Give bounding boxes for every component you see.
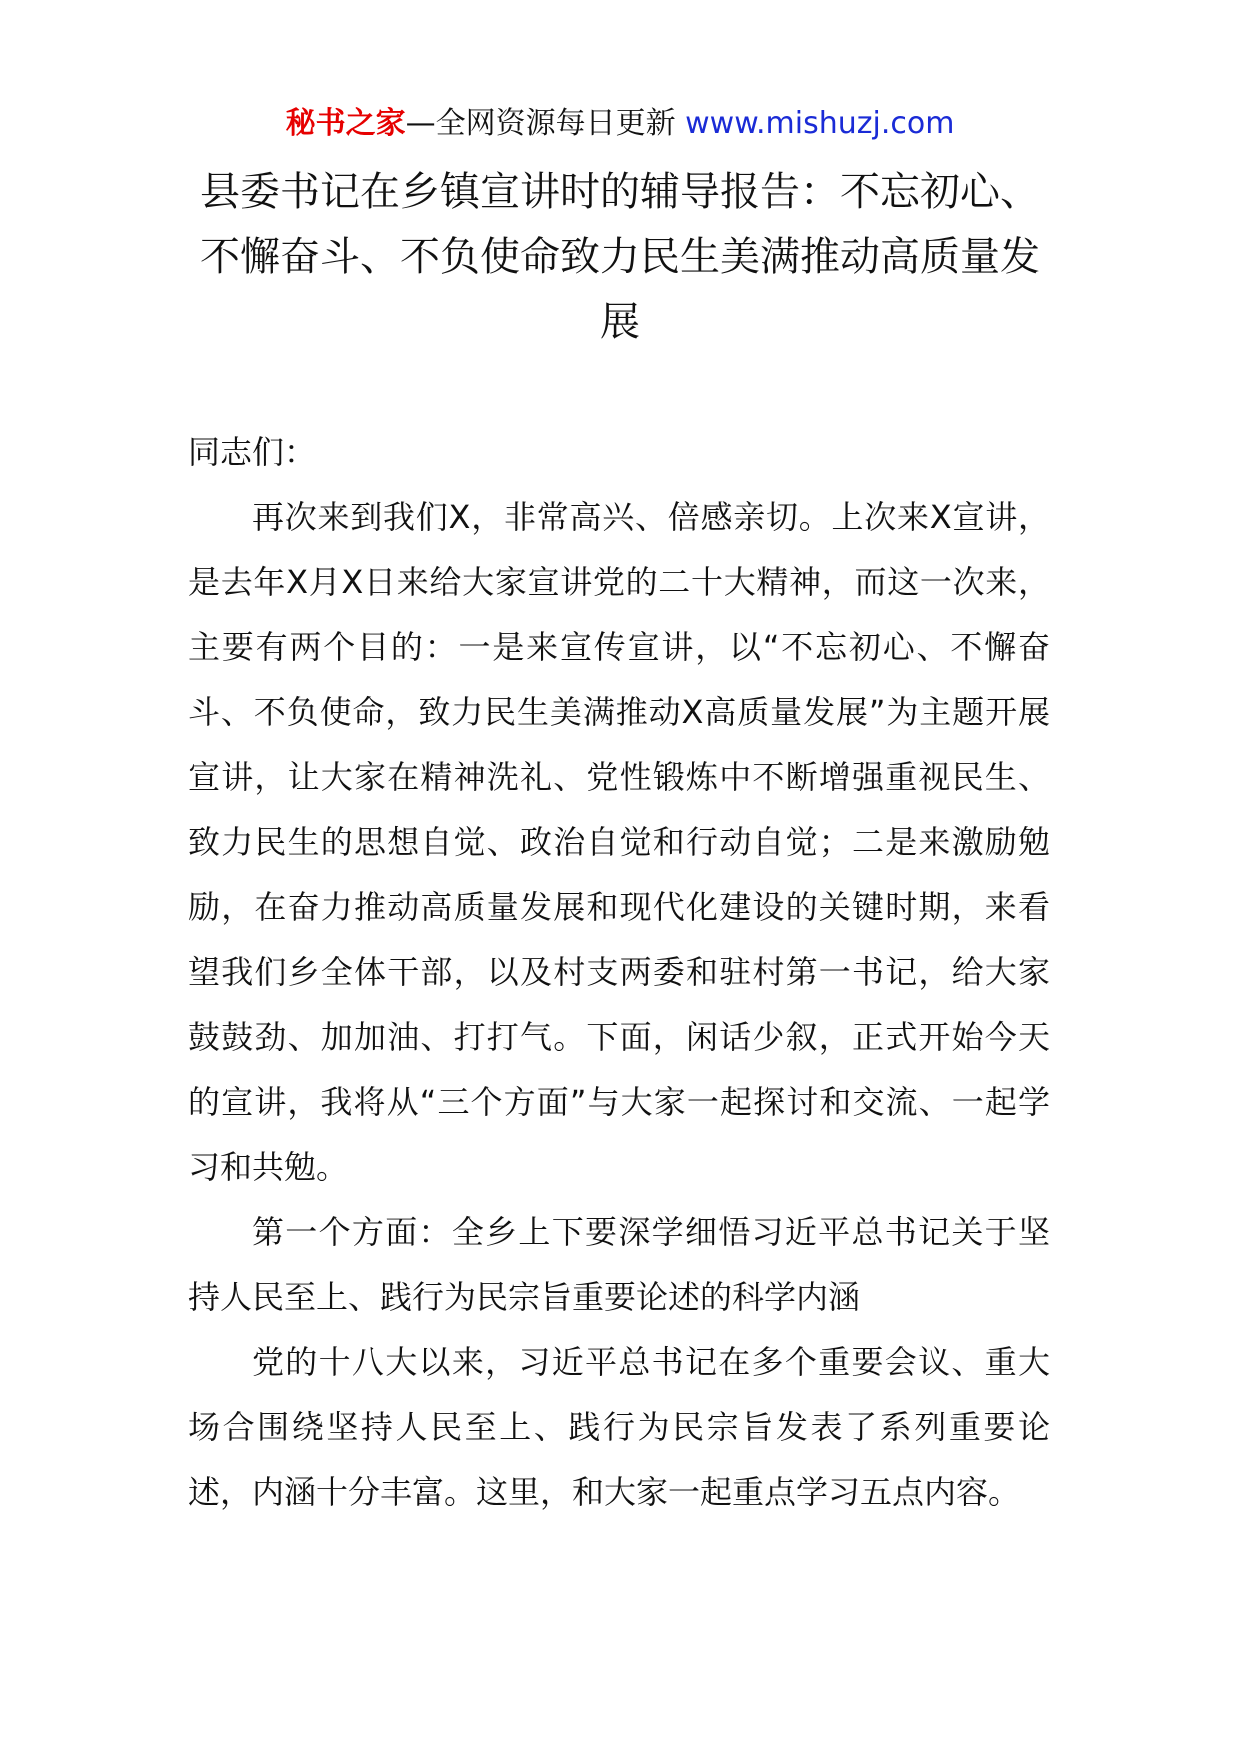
- site-brand: 秘书之家: [285, 106, 406, 141]
- paragraph-section-one: 党的十八大以来，习近平总书记在多个重要会议、重大场合围绕坚持人民至上、践行为民宗旨发表了系列重要论述，内涵十分丰富。这里，和大家一起重点学习五点内容。: [188, 1343, 1050, 1511]
- salutation: 同志们：: [188, 433, 317, 471]
- site-header: [0, 100, 1240, 148]
- site-tagline: —全网资源每日更新: [405, 106, 676, 141]
- site-url[interactable]: www.mishuzj.com: [685, 106, 955, 141]
- paragraph-intro: 再次来到我们X，非常高兴、倍感亲切。上次来X宣讲，是去年X月X日来给大家宣讲党的二十大精神，而这一次来，主要有两个目的：一是来宣传宣讲，以“不忘初心、不懈奋斗、不负使命，致力民生美满推动X高质量发展”为主题开展宣讲，让大家在精神洗礼、党性锻炼中不断增强重视民生、致力民生的思想自觉、政治自觉和行动自觉；二是来激励勉励，在奋力推动高质量发展和现代化建设的关键时期，来看望我们乡全体干部，以及村支两委和驻村第一书记，给大家鼓鼓劲、加加油、打打气。下面，闲话少叙，正式开始今天的宣讲，我将从“三个方面”与大家一起探讨和交流、一起学习和共勉。: [188, 498, 1050, 1186]
- section-heading: 第一个方面：全乡上下要深学细悟习近平总书记关于坚持人民至上、践行为民宗旨重要论述的科学内涵: [188, 1213, 1050, 1316]
- document-body: [188, 420, 1050, 1525]
- document-title: 县委书记在乡镇宣讲时的辅导报告：不忘初心、不懈奋斗、不负使命致力民生美满推动高质量发展: [200, 169, 1040, 345]
